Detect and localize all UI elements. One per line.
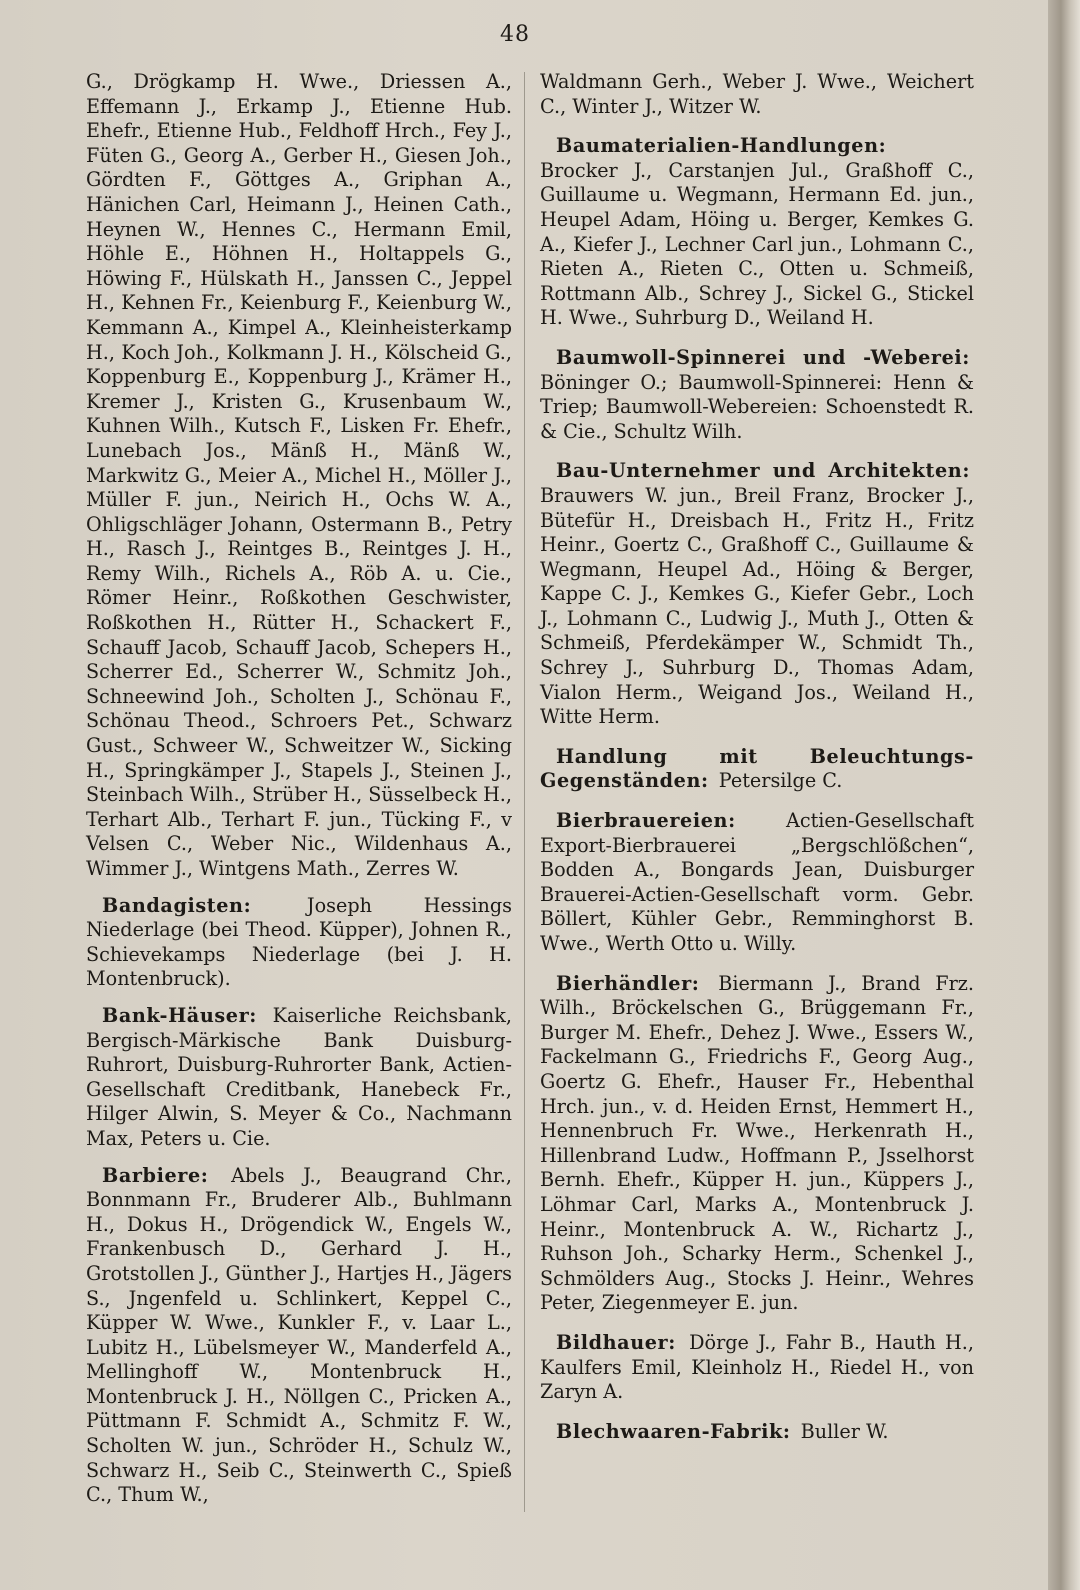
- entry-text: Abels J., Beaugrand Chr., Bonnmann Fr., Bruderer Alb., Buhlmann H., Dokus H., Drögendick W., Engels W., Frankenbusch D., Gerhard J. H., Grotstollen J., Günther J., Hartjes H., Jägers S., Jngenfeld u. Schlinkert, Keppel C., Küpper W. Wwe., Kunkler F., v. Laar L., Lubitz H., Lübelsmeyer W., Manderfeld A., Mellinghoff W., Montenbruck H., Montenbruck J. H., Nöllgen C., Pricken A., Püttmann F. Schmidt A., Schmitz F. W., Scholten W. jun., Schröder H., Schulz W., Schwarz H., Seib C., Steinwerth C., Spieß C., Thum W.,: [86, 1163, 512, 1507]
- entry-heading: Handlung mit Beleuchtungs-Gegenständen:: [540, 744, 974, 793]
- entry-text: G., Drögkamp H. Wwe., Driessen A., Effemann J., Erkamp J., Etienne Hub. Ehefr., Etienne Hub., Feldhoff Hrch., Fey J., Füten G., Georg A., Gerber H., Giesen Joh., Gördten F., Göttges A., Griphan A., Hänichen Carl, Heimann J., Heinen Cath., Heynen W., Hennes C., Hermann Emil, Höhle E., Höhnen H., Holtappels G., Höwing F., Hülskath H., Janssen C., Jeppel H., Kehnen Fr., Keienburg F., Keienburg W., Kemmann A., Kimpel A., Kleinheisterkamp H., Koch Joh., Kolkmann J. H., Kölscheid G., Koppenburg E., Koppenburg J., Krämer H., Kremer J., Kristen G., Krusenbaum W., Kuhnen Wilh., Kutsch F., Lisken Fr. Ehefr., Lunebach Jos., Mänß H., Mänß W., Markwitz G., Meier A., Michel H., Möller J., Müller F. jun., Neirich H., Ochs W. A., Ohligschläger Johann, Ostermann B., Petry H., Rasch J., Reintges B., Reintges J. H., Remy Wilh., Richels A., Röb A. u. Cie., Römer Heinr., Roßkothen Geschwister, Roßkothen H., Rütter H., Schackert F., Schauff Jacob, Schauff Jacob, Schepers H., Scherrer Ed., Scherrer W., Schmitz Joh., Schneewind Joh., Scholten J., Schönau F., Schönau Theod., Schroers Pet., Schwarz Gust., Schweer W., Schweitzer W., Sicking H., Springkämper J., Stapels J., Steinen J., Steinbach Wilh., Strüber H., Süsselbeck H., Terhart Alb., Terhart F. jun., Tücking F., v Velsen C., Weber Nic., Wildenhaus A., Wimmer J., Wintgens Math., Zerres W.: [86, 70, 512, 880]
- entry-heading: Barbiere:: [102, 1163, 209, 1187]
- directory-entry: [540, 459, 974, 730]
- directory-entry: [86, 894, 512, 992]
- directory-entry: [540, 745, 974, 794]
- entry-heading: Bierhändler:: [556, 971, 700, 995]
- entry-text: Actien-Gesellschaft Export-Bierbrauerei „Bergschlößchen“, Bodden A., Bongards Jean, Duisburger Brauerei-Actien-Gesellschaft vorm. Gebr. Böllert, Kühler Gebr., Remminghorst B. Wwe., Werth Otto u. Willy.: [540, 809, 974, 955]
- entry-heading: Bau-Unternehmer und Architekten:: [556, 459, 970, 483]
- page-edge: [1048, 0, 1080, 1590]
- directory-entry: [540, 972, 974, 1316]
- directory-entry: [540, 346, 974, 444]
- entry-text: Dörge J., Fahr B., Hauth H., Kaulfers Emil, Kleinholz H., Riedel H., von Zaryn A.: [540, 1330, 974, 1404]
- entry-text: Buller W.: [800, 1419, 889, 1443]
- entry-text: Brocker J., Carstanjen Jul., Graßhoff C., Guillaume u. Wegmann, Hermann Ed. jun., Heupel Adam, Höing u. Berger, Kemkes G. A., Kiefer J., Lechner Carl jun., Lohmann C., Rieten A., Rieten C., Otten u. Schmeiß, Rottmann Alb., Schrey J., Sickel G., Stickel H. Wwe., Suhrburg D., Weiland H.: [540, 158, 974, 330]
- directory-entry: [86, 70, 512, 882]
- entry-text: Brauwers W. jun., Breil Franz, Brocker J., Bütefür H., Dreisbach H., Fritz H., Fritz Heinr., Goertz C., Graßhoff C., Guillaume & Wegmann, Heupel Ad., Höing & Berger, Kappe C. J., Kemkes G., Kiefer Gebr., Loch J., Lohmann C., Ludwig J., Muth J., Otten & Schmeiß, Pferdekämper W., Schmidt Th., Schrey J., Suhrburg D., Thomas Adam, Vialon Herm., Weigand Jos., Weiland H., Witte Herm.: [540, 483, 974, 729]
- entry-heading: Baumwoll-Spinnerei und -Weberei:: [556, 345, 970, 369]
- directory-entry: [540, 1420, 974, 1445]
- entry-text: Waldmann Gerh., Weber J. Wwe., Weichert C., Winter J., Witzer W.: [540, 70, 974, 118]
- column-divider: [524, 72, 525, 1512]
- directory-entry: [86, 1004, 512, 1152]
- entry-heading: Bandagisten:: [102, 893, 252, 917]
- entry-text: Petersilge C.: [718, 769, 843, 793]
- directory-entry: [540, 70, 974, 119]
- entry-text: Joseph Hessings Niederlage (bei Theod. Küpper), Johnen R., Schievekamps Niederlage (bei J. H. Montenbruck).: [86, 893, 512, 991]
- left-column: [86, 70, 512, 1508]
- entry-text: Kaiserliche Reichsbank, Bergisch-Märkische Bank Duisburg-Ruhrort, Duisburg-Ruhrorter Bank, Actien-Gesellschaft Creditbank, Hanebeck Fr., Hilger Alwin, S. Meyer & Co., Nachmann Max, Peters u. Cie.: [86, 1003, 512, 1150]
- directory-entry: [540, 1331, 974, 1405]
- right-column: [540, 70, 974, 1444]
- entry-heading: Bank-Häuser:: [102, 1003, 257, 1027]
- directory-entry: [540, 809, 974, 957]
- entry-heading: Bierbrauereien:: [556, 809, 736, 833]
- entry-heading: Baumaterialien-Handlungen:: [556, 134, 887, 158]
- entry-heading: Bildhauer:: [556, 1330, 676, 1354]
- entry-heading: Blechwaaren-Fabrik:: [556, 1419, 791, 1443]
- entry-text: Biermann J., Brand Frz. Wilh., Bröckelschen G., Brüggemann Fr., Burger M. Ehefr., Dehez J. Wwe., Essers W., Fackelmann G., Friedrichs F., Georg Aug., Goertz G. Ehefr., Hauser Fr., Hebenthal Hrch. jun., v. d. Heiden Ernst, Hemmert H., Hennenbruch Fr. Wwe., Herkenrath H., Hillenbrand Ludw., Hoffmann P., Jsselhorst Bernh. Ehefr., Küpper H. jun., Küppers J., Löhmar Carl, Marks A., Montenbruck J. Heinr., Montenbruck A. W., Richartz J., Ruhson Joh., Scharky Herm., Schenkel J., Schmölders Aug., Stocks J. Heinr., Wehres Peter, Ziegenmeyer E. jun.: [540, 971, 974, 1315]
- directory-entry: [540, 134, 974, 331]
- entry-text: Böninger O.; Baumwoll-Spinnerei: Henn & Triep; Baumwoll-Webereien: Schoenstedt R. & Cie., Schultz Wilh.: [540, 370, 974, 443]
- directory-entry: [86, 1164, 512, 1508]
- page-number: 48: [500, 22, 530, 47]
